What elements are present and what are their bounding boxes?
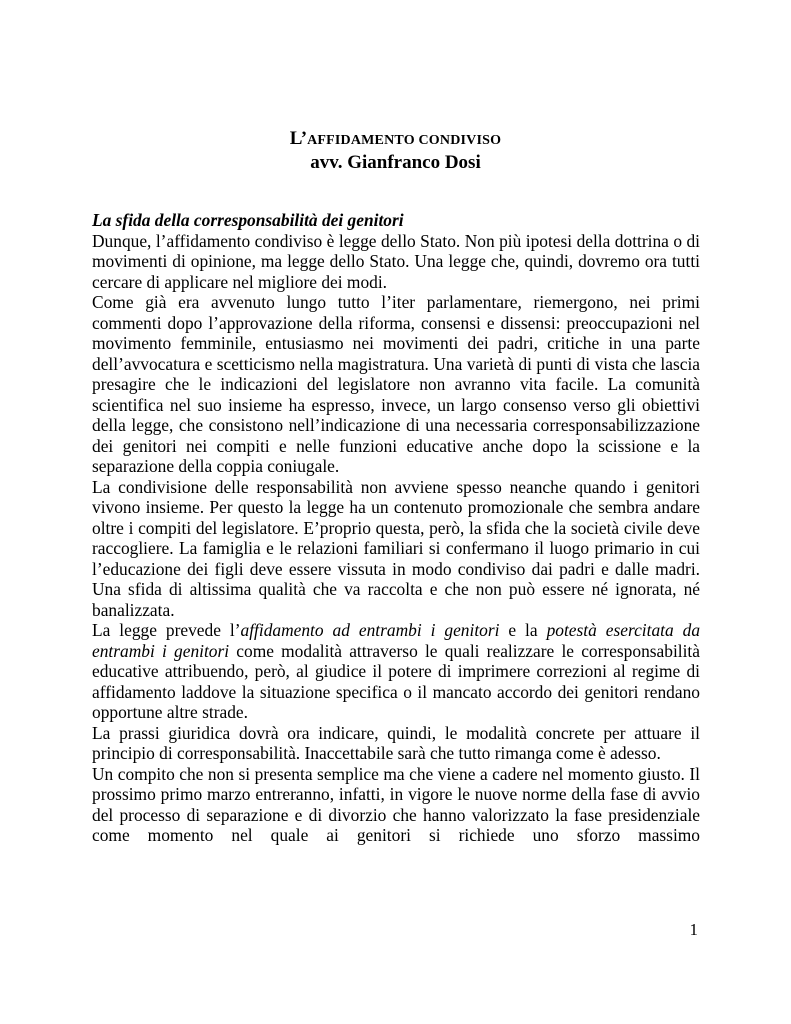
paragraph-4-before: La legge prevede l’ [92,620,241,640]
author-line: avv. Gianfranco Dosi [310,152,481,173]
paragraph-3: La condivisione delle responsabilità non avviene spesso neanche quando i genitori vivono insieme. Per questo la legge ha un contenuto promozionale che sembra andare oltre i compiti del legislatore. E’proprio questa, però, la sfida che la società civile deve raccogliere. La famiglia e le relazioni familiari si confermano il luogo primario in cui l’educazione dei figli deve essere vissuta in modo condiviso dai padri e dalle madri. Una sfida di altissima qualità che va raccolta e che non può essere né ignorata, né banalizzata. [92,476,700,620]
paragraph-4-italic-1: affidamento ad entrambi i genitori [240,620,500,640]
title-smallcaps: AFFIDAMENTO CONDIVISO [307,133,502,148]
section-heading: La sfida della corresponsabilità dei genitori [92,210,404,230]
page-number: 1 [689,920,698,939]
title-block [0,128,791,174]
paragraph-6: Un compito che non si presenta semplice ma che viene a cadere nel momento giusto. Il prossimo primo marzo entreranno, infatti, in vigore le nuove norme della fase di avvio del processo di separazione e di divorzio che hanno valorizzato la fase presidenziale come momento nel quale ai genitori si richiede uno sforzo massimo [92,763,700,845]
paragraph-4-after: come modalità attraverso le quali realizzare le corresponsabilità educative attribuendo, però, al giudice il potere di imprimere correzioni al regime di affidamento laddove la situazione specifica o il mancato accordo dei genitori rendano opportune altre strade. [92,640,700,722]
paragraph-4 [92,620,700,723]
body-text [92,210,700,846]
paragraph-4-italic-2: potestà esercitata da entrambi i genitori [92,620,701,661]
document-title [0,128,791,152]
title-prefix: L’ [289,128,308,149]
paragraph-4-middle: e la [499,620,547,640]
paragraph-2: Come già era avvenuto lungo tutto l’iter parlamentare, riemergono, nei primi commenti dopo l’approvazione della riforma, consensi e dissensi: preoccupazioni nel movimento femminile, entusiasmo nei movimenti dei padri, critiche in una parte dell’avvocatura e scetticismo nella magistratura. Una varietà di punti di vista che lascia presagire che le indicazioni del legislatore non avranno vita facile. La comunità scientifica nel suo insieme ha espresso, invece, un largo consenso verso gli obiettivi della legge, che consistono nell’indicazione di una necessaria corresponsabilizzazione dei genitori nei compiti e nelle funzioni educative anche dopo la scissione e la separazione della coppia coniugale. [92,292,700,476]
paragraph-1: Dunque, l’affidamento condiviso è legge dello Stato. Non più ipotesi della dottrina o di movimenti di opinione, ma legge dello Stato. Una legge che, quindi, dovremo ora tutti cercare di applicare nel migliore dei modi. [92,230,700,292]
paragraph-5: La prassi giuridica dovrà ora indicare, quindi, le modalità concrete per attuare il principio di corresponsabilità. Inaccettabile sarà che tutto rimanga come è adesso. [92,722,700,763]
